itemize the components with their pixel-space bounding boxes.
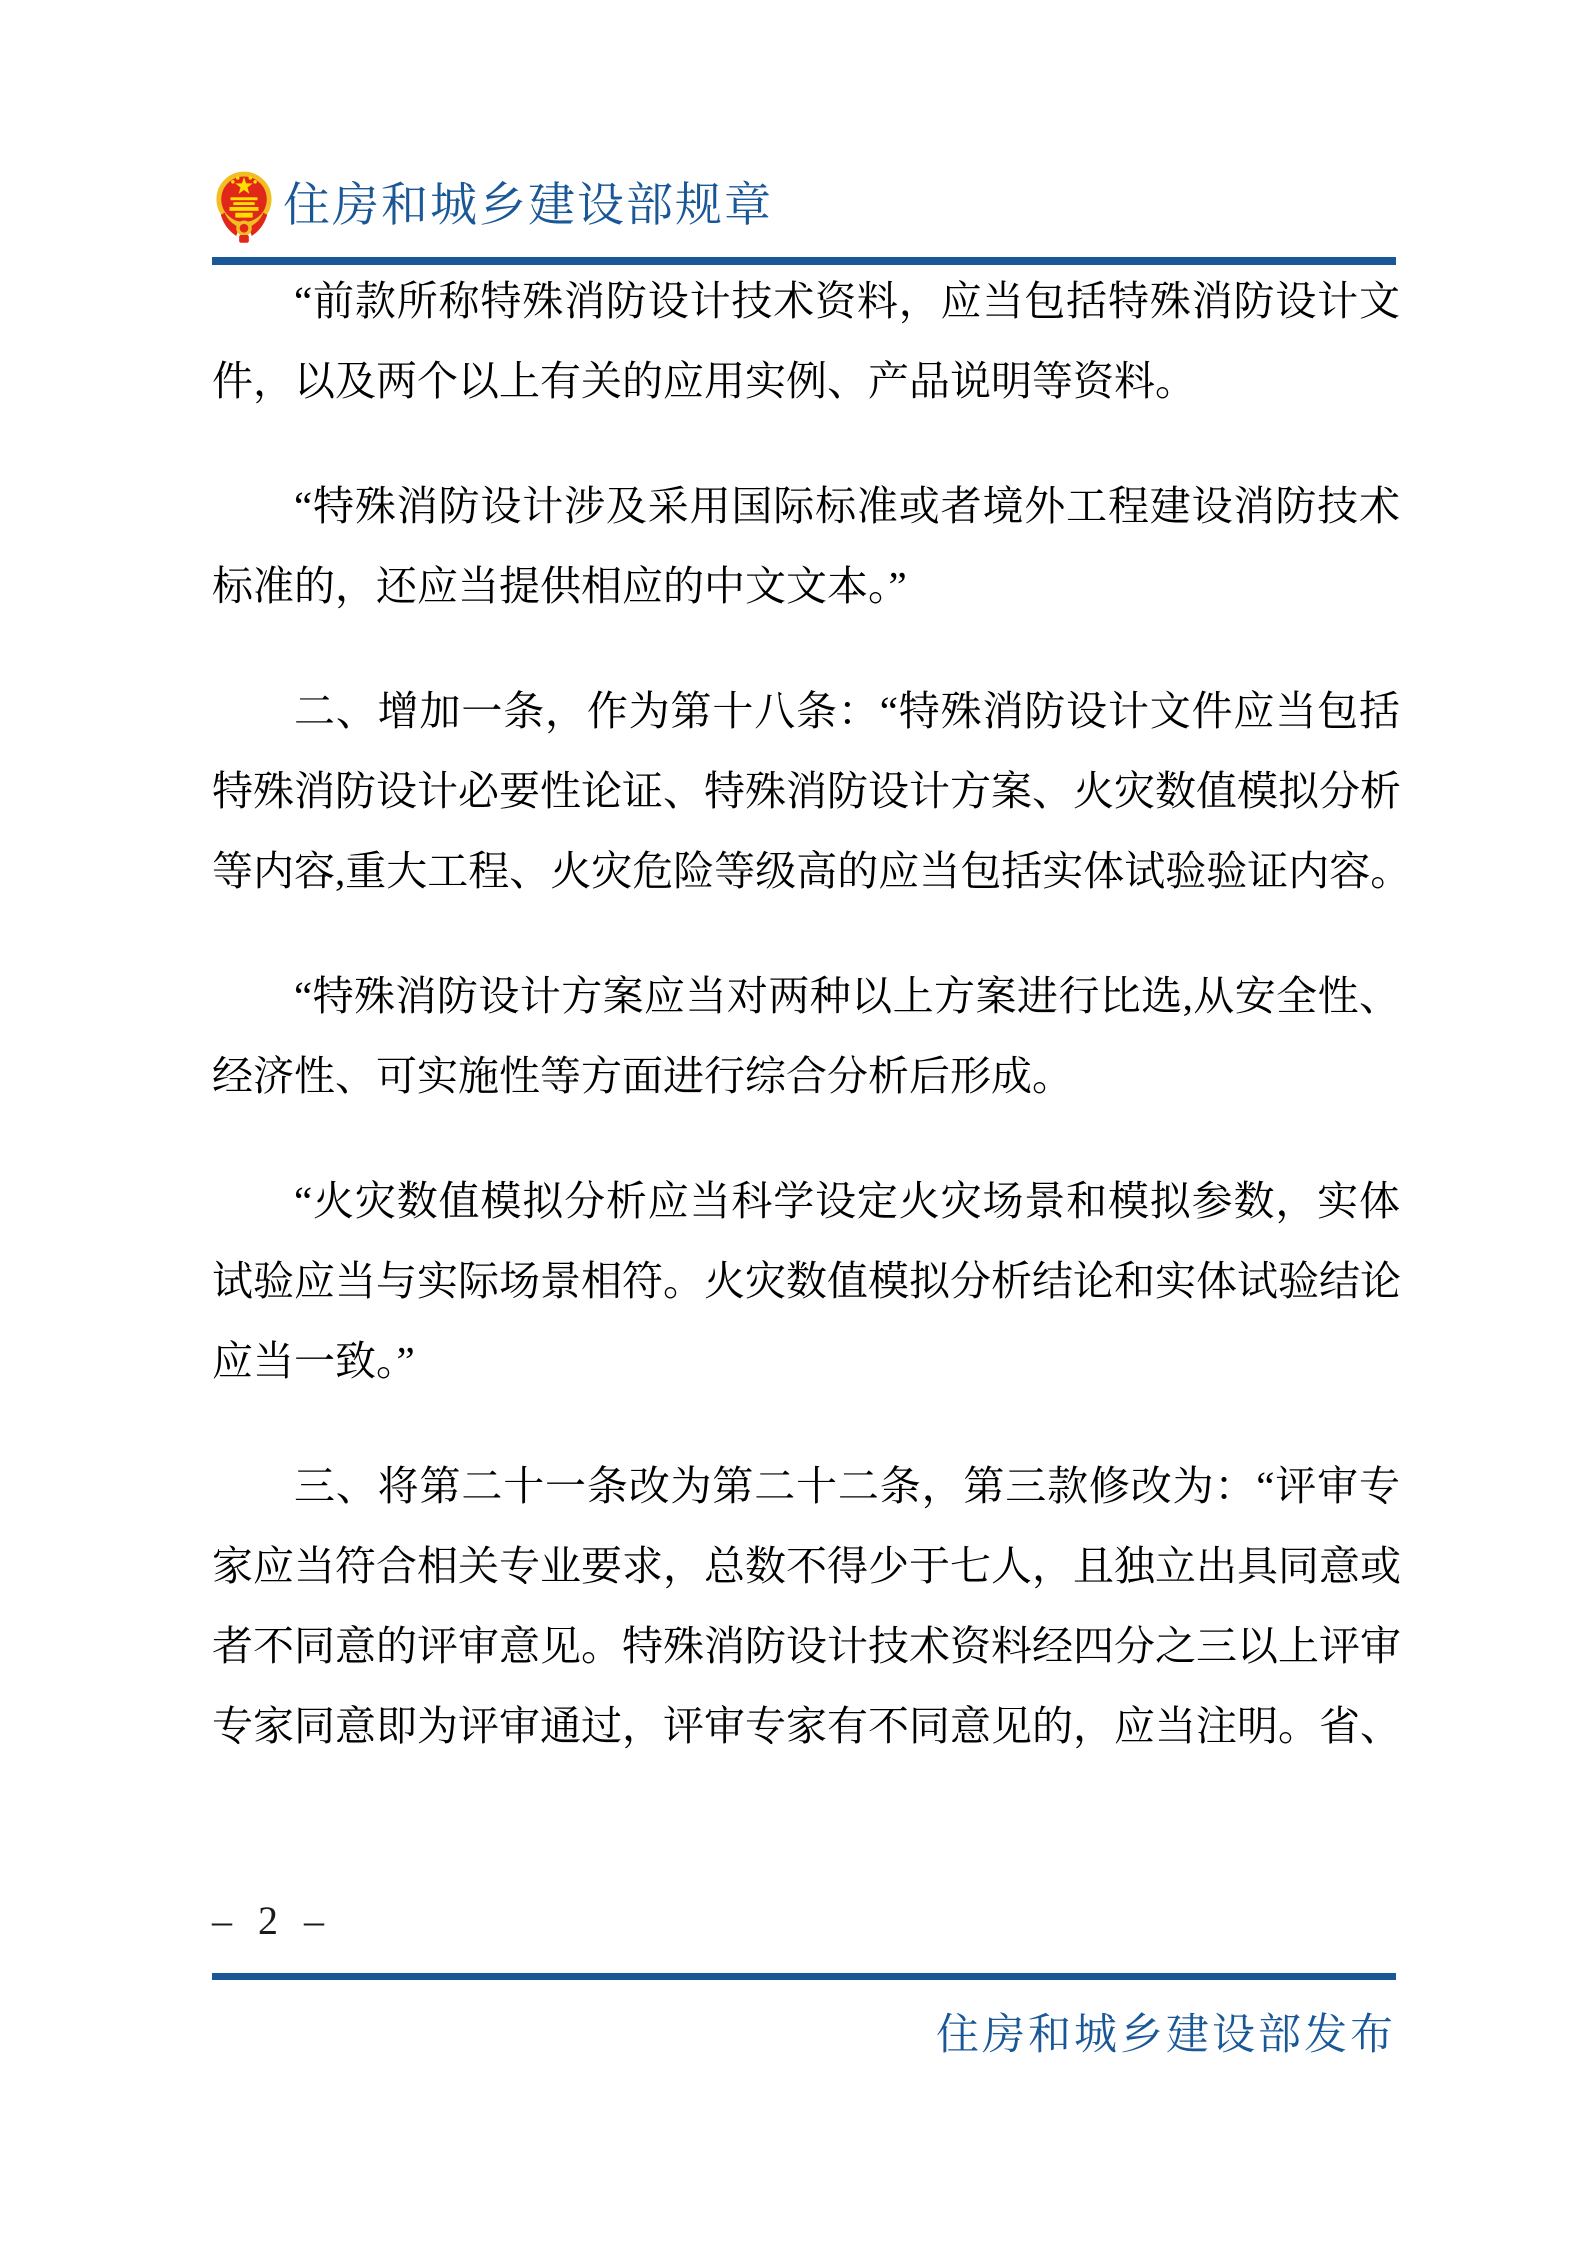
text-line: 家应当符合相关专业要求，总数不得少于七人，且独立出具同意或 xyxy=(212,1543,1401,1589)
footer-divider xyxy=(212,1973,1396,1980)
paragraph xyxy=(212,671,1412,911)
text-line: 应当一致。” xyxy=(212,1338,415,1384)
text-line: 试验应当与实际场景相符。火灾数值模拟分析结论和实体试验结论 xyxy=(212,1258,1401,1304)
text-line: 标准的，还应当提供相应的中文文本。” xyxy=(212,563,907,609)
text-line: 件，以及两个以上有关的应用实例、产品说明等资料。 xyxy=(212,358,1196,404)
text-line: 专家同意即为评审通过，评审专家有不同意见的，应当注明。省、 xyxy=(212,1703,1401,1749)
page-number: – 2 – xyxy=(212,1898,324,1943)
text-line: 二、增加一条，作为第十八条：“特殊消防设计文件应当包括 xyxy=(294,688,1400,734)
text-line: 者不同意的评审意见。特殊消防设计技术资料经四分之三以上评审 xyxy=(212,1623,1401,1669)
text-line: 经济性、可实施性等方面进行综合分析后形成。 xyxy=(212,1053,1073,1099)
page-title: 住房和城乡建设部规章 xyxy=(283,180,773,232)
text-line: “前款所称特殊消防设计技术资料，应当包括特殊消防设计文 xyxy=(294,278,1400,324)
text-line: 等内容,重大工程、火灾危险等级高的应当包括实体试验验证内容。 xyxy=(212,848,1412,894)
text-line: 三、将第二十一条改为第二十二条，第三款修改为：“评审专 xyxy=(294,1463,1400,1509)
paragraph xyxy=(212,1161,1400,1401)
text-line: “特殊消防设计涉及采用国际标准或者境外工程建设消防技术 xyxy=(294,483,1400,529)
paragraph xyxy=(212,1446,1400,1766)
paragraph xyxy=(212,956,1400,1116)
paragraph xyxy=(212,261,1400,421)
text-line: “火灾数值模拟分析应当科学设定火灾场景和模拟参数，实体 xyxy=(294,1178,1400,1224)
national-emblem-icon xyxy=(215,167,273,245)
publisher-label: 住房和城乡建设部发布 xyxy=(936,2012,1396,2059)
page-header xyxy=(215,166,773,246)
text-line: “特殊消防设计方案应当对两种以上方案进行比选,从安全性、 xyxy=(294,973,1400,1019)
document-body xyxy=(212,261,1412,1766)
paragraph xyxy=(212,466,1400,626)
text-line: 特殊消防设计必要性论证、特殊消防设计方案、火灾数值模拟分析 xyxy=(212,768,1401,814)
